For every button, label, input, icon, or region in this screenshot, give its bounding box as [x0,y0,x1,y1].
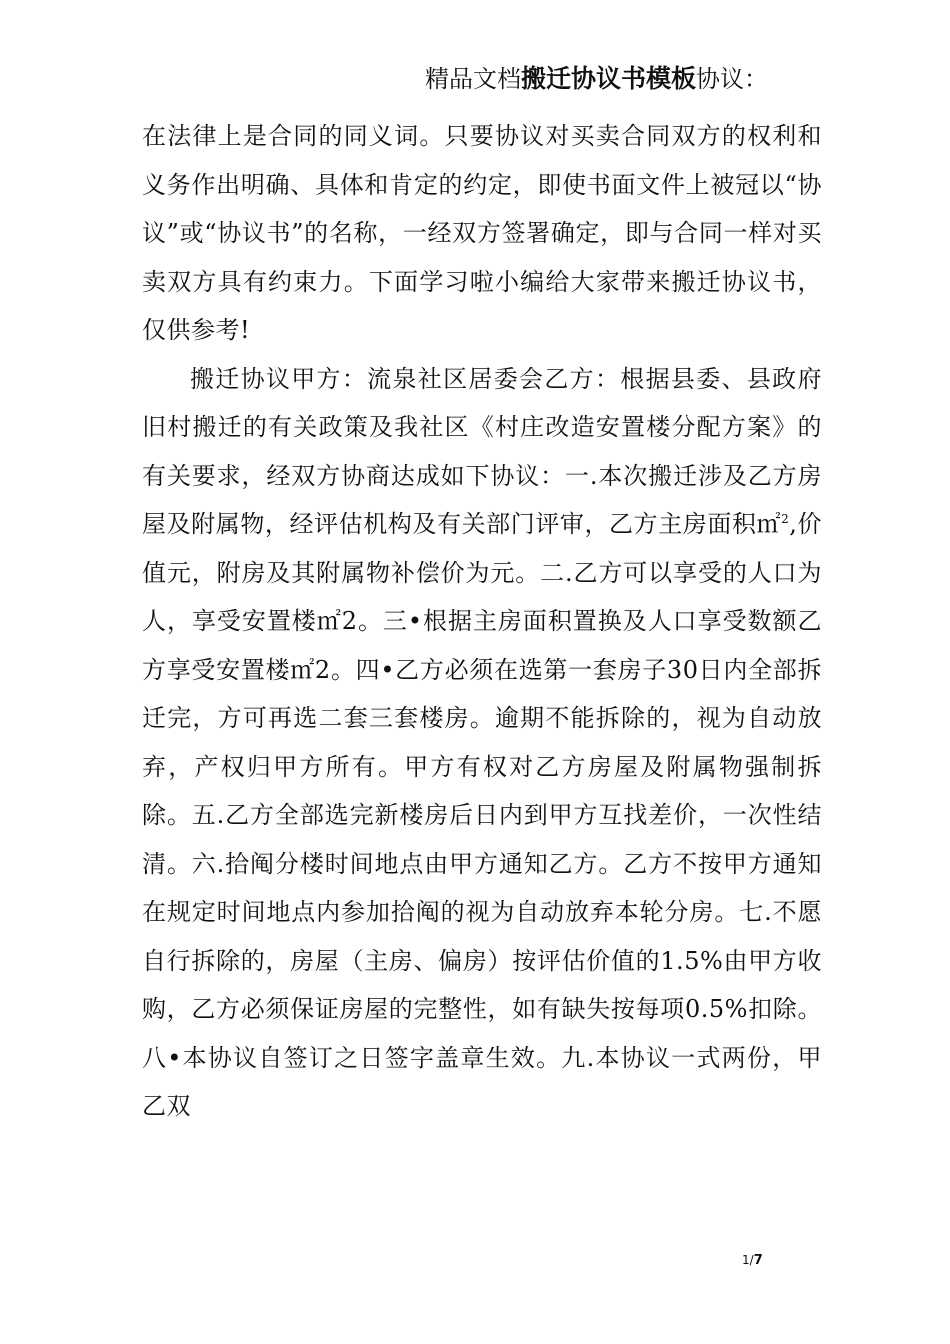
intro-paragraph: 在法律上是合同的同义词。只要协议对买卖合同双方的权利和义务作出明确、具体和肯定的约定，即使书面文件上被冠以“协议”或“协议书”的名称，一经双方签署确定，即与合同一样对买卖双方具有约束力。下面学习啦小编给大家带来搬迁协议书，仅供参考! [142,122,822,344]
agreement-paragraph [142,355,822,1131]
current-page: 1/ [742,1253,754,1267]
header-suffix: 协议： [696,65,769,93]
area-superscript: 2 [781,512,790,526]
document-title: 搬迁协议书模板 [521,64,697,93]
page-number [742,1253,763,1268]
page-header [425,62,768,96]
header-prefix: 精品文档 [425,65,521,93]
total-pages: 7 [753,1253,763,1268]
document-body [142,112,822,1131]
agreement-text-part2: ,价值元，附房及其附属物补偿价为元。二.乙方可以享受的人口为人，享受安置楼㎡2。三•根据主房面积置换及人口享受数额乙方享受安置楼㎡2。四•乙方必须在选第一套房子30日内全部拆迁完，方可再选二套三套楼房。逾期不能拆除的，视为自动放弃，产权归甲方所有。甲方有权对乙方房屋及附属物强制拆除。五.乙方全部选完新楼房后日内到甲方互找差价，一次性结清。六.拾阄分楼时间地点由甲方通知乙方。乙方不按甲方通知在规定时间地点内参加拾阄的视为自动放弃本轮分房。七.不愿自行拆除的，房屋（主房、偏房）按评估价值的1.5%由甲方收购，乙方必须保证房屋的完整性，如有缺失按每项0.5%扣除。八•本协议自签订之日签字盖章生效。九.本协议一式两份，甲乙双 [142,510,822,1120]
agreement-text-part1: 搬迁协议甲方：流泉社区居委会乙方：根据县委、县政府旧村搬迁的有关政策及我社区《村庄改造安置楼分配方案》的有关要求，经双方协商达成如下协议：一.本次搬迁涉及乙方房屋及附属物，经评估机构及有关部门评审，乙方主房面积㎡ [142,364,822,538]
